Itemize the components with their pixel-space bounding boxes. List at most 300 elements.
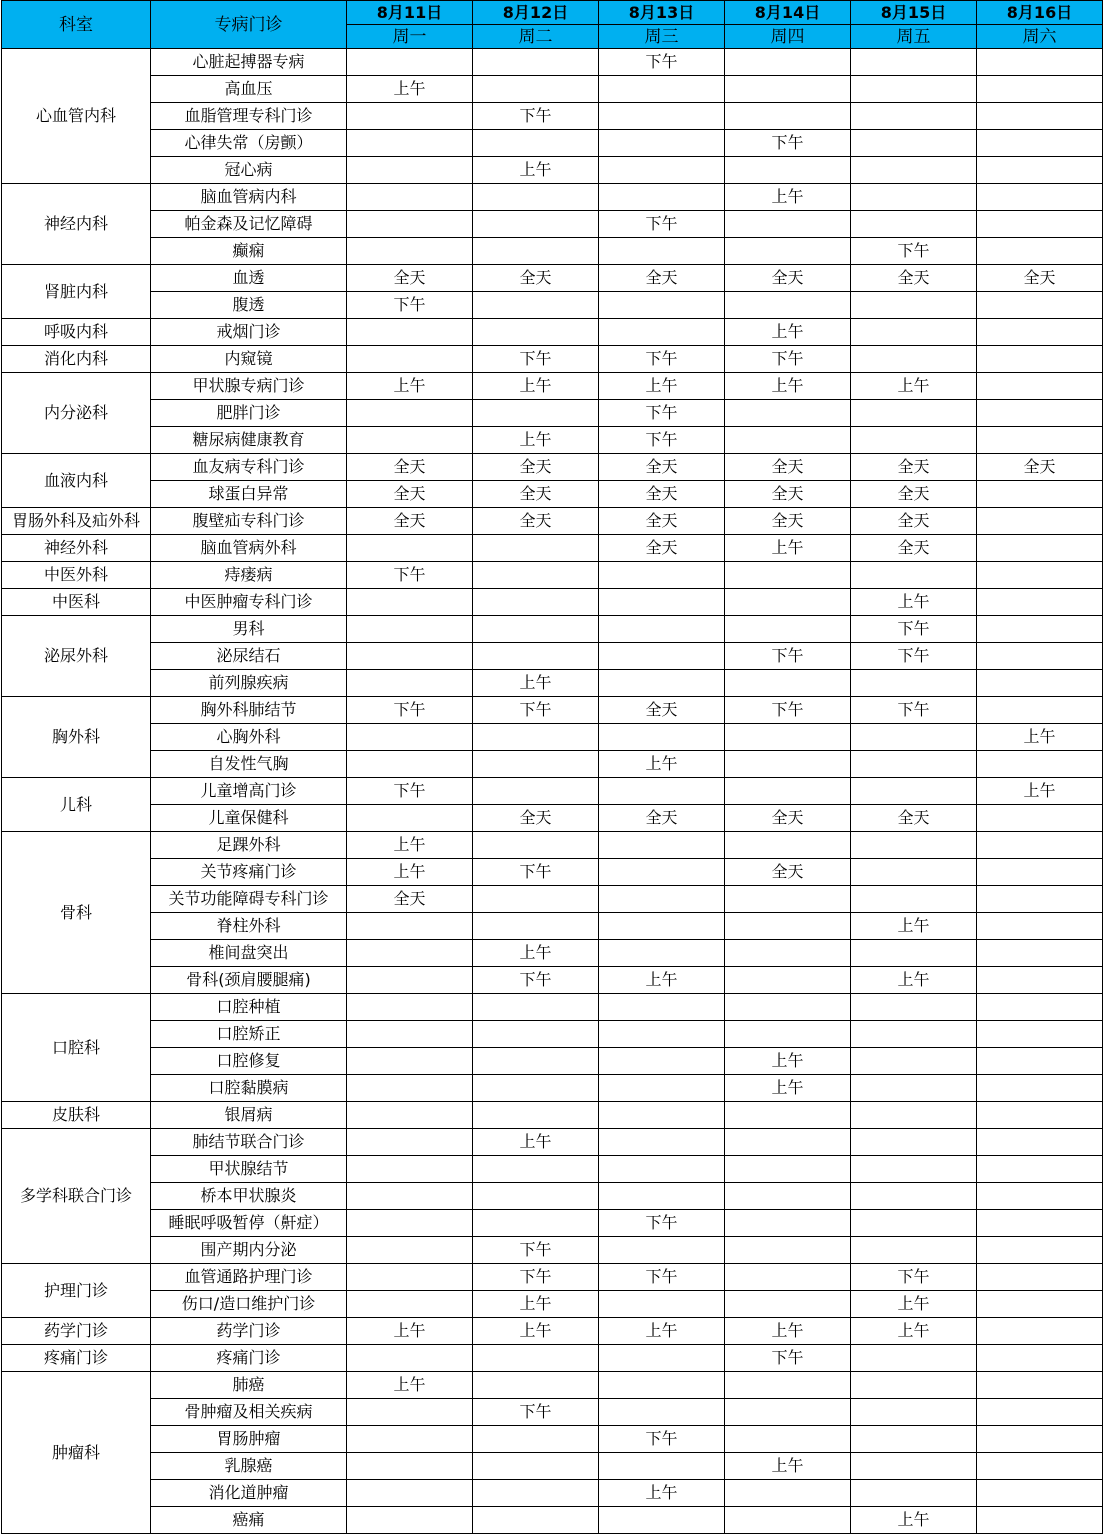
schedule-slot-cell bbox=[599, 1237, 725, 1264]
schedule-slot-cell bbox=[851, 1210, 977, 1237]
clinic-name-cell: 药学门诊 bbox=[151, 1318, 347, 1345]
header-row-dates bbox=[2, 1, 1103, 25]
schedule-slot-cell: 上午 bbox=[473, 1129, 599, 1156]
schedule-slot-cell bbox=[599, 1372, 725, 1399]
schedule-slot-cell bbox=[725, 1210, 851, 1237]
clinic-name-cell: 足踝外科 bbox=[151, 832, 347, 859]
schedule-slot-cell bbox=[473, 535, 599, 562]
clinic-name-cell: 银屑病 bbox=[151, 1102, 347, 1129]
schedule-slot-cell bbox=[725, 1021, 851, 1048]
schedule-slot-cell bbox=[977, 1372, 1103, 1399]
schedule-slot-cell bbox=[473, 238, 599, 265]
schedule-slot-cell: 全天 bbox=[347, 265, 473, 292]
schedule-slot-cell: 上午 bbox=[473, 940, 599, 967]
schedule-slot-cell bbox=[977, 1156, 1103, 1183]
schedule-slot-cell bbox=[977, 1183, 1103, 1210]
schedule-slot-cell: 下午 bbox=[725, 697, 851, 724]
table-row bbox=[2, 481, 1103, 508]
schedule-slot-cell bbox=[599, 1345, 725, 1372]
clinic-name-cell: 肥胖门诊 bbox=[151, 400, 347, 427]
table-row bbox=[2, 1426, 1103, 1453]
schedule-slot-cell bbox=[347, 103, 473, 130]
schedule-slot-cell bbox=[977, 670, 1103, 697]
schedule-slot-cell bbox=[851, 157, 977, 184]
schedule-slot-cell: 上午 bbox=[347, 1372, 473, 1399]
schedule-slot-cell bbox=[347, 1021, 473, 1048]
schedule-slot-cell bbox=[851, 1453, 977, 1480]
schedule-slot-cell: 下午 bbox=[473, 697, 599, 724]
department-cell: 中医外科 bbox=[2, 562, 151, 589]
schedule-slot-cell: 全天 bbox=[851, 481, 977, 508]
schedule-slot-cell bbox=[851, 1183, 977, 1210]
clinic-name-cell: 冠心病 bbox=[151, 157, 347, 184]
schedule-slot-cell: 全天 bbox=[725, 859, 851, 886]
schedule-slot-cell bbox=[473, 832, 599, 859]
schedule-slot-cell: 下午 bbox=[599, 1426, 725, 1453]
schedule-slot-cell: 下午 bbox=[347, 697, 473, 724]
clinic-name-cell: 儿童增高门诊 bbox=[151, 778, 347, 805]
schedule-slot-cell: 上午 bbox=[473, 1291, 599, 1318]
schedule-slot-cell bbox=[851, 1156, 977, 1183]
schedule-slot-cell: 全天 bbox=[977, 265, 1103, 292]
schedule-slot-cell bbox=[599, 589, 725, 616]
schedule-slot-cell bbox=[473, 1426, 599, 1453]
schedule-slot-cell bbox=[977, 616, 1103, 643]
schedule-slot-cell: 全天 bbox=[725, 481, 851, 508]
schedule-slot-cell: 上午 bbox=[347, 859, 473, 886]
schedule-slot-cell bbox=[347, 913, 473, 940]
schedule-slot-cell bbox=[851, 832, 977, 859]
schedule-slot-cell bbox=[473, 616, 599, 643]
schedule-slot-cell bbox=[725, 1129, 851, 1156]
schedule-slot-cell bbox=[851, 1102, 977, 1129]
clinic-name-cell: 口腔矫正 bbox=[151, 1021, 347, 1048]
schedule-slot-cell bbox=[977, 994, 1103, 1021]
schedule-slot-cell bbox=[599, 1156, 725, 1183]
table-row bbox=[2, 346, 1103, 373]
schedule-slot-cell bbox=[473, 1048, 599, 1075]
schedule-slot-cell bbox=[347, 1453, 473, 1480]
schedule-slot-cell bbox=[473, 913, 599, 940]
schedule-slot-cell bbox=[599, 859, 725, 886]
clinic-name-cell: 心脏起搏器专病 bbox=[151, 49, 347, 76]
schedule-slot-cell: 全天 bbox=[599, 454, 725, 481]
table-row bbox=[2, 724, 1103, 751]
schedule-slot-cell bbox=[725, 292, 851, 319]
schedule-slot-cell bbox=[977, 589, 1103, 616]
schedule-slot-cell bbox=[851, 1345, 977, 1372]
schedule-slot-cell bbox=[977, 1075, 1103, 1102]
schedule-slot-cell bbox=[347, 1183, 473, 1210]
schedule-slot-cell bbox=[599, 616, 725, 643]
schedule-slot-cell bbox=[599, 643, 725, 670]
schedule-slot-cell bbox=[599, 238, 725, 265]
schedule-slot-cell bbox=[473, 49, 599, 76]
schedule-slot-cell: 上午 bbox=[347, 1318, 473, 1345]
schedule-slot-cell bbox=[851, 1237, 977, 1264]
schedule-slot-cell bbox=[599, 940, 725, 967]
schedule-slot-cell bbox=[347, 751, 473, 778]
schedule-slot-cell bbox=[977, 76, 1103, 103]
schedule-slot-cell bbox=[473, 1156, 599, 1183]
schedule-slot-cell: 上午 bbox=[599, 751, 725, 778]
schedule-slot-cell: 上午 bbox=[347, 832, 473, 859]
schedule-slot-cell bbox=[473, 211, 599, 238]
department-cell: 内分泌科 bbox=[2, 373, 151, 454]
schedule-slot-cell: 全天 bbox=[599, 805, 725, 832]
schedule-slot-cell: 上午 bbox=[851, 1507, 977, 1534]
weekday-header: 周四 bbox=[725, 25, 851, 49]
schedule-slot-cell: 全天 bbox=[473, 805, 599, 832]
schedule-slot-cell bbox=[347, 967, 473, 994]
table-row bbox=[2, 76, 1103, 103]
schedule-slot-cell bbox=[725, 211, 851, 238]
schedule-slot-cell bbox=[347, 1399, 473, 1426]
table-row bbox=[2, 1237, 1103, 1264]
schedule-slot-cell bbox=[347, 724, 473, 751]
schedule-slot-cell bbox=[725, 589, 851, 616]
clinic-name-cell: 血管通路护理门诊 bbox=[151, 1264, 347, 1291]
weekday-header: 周六 bbox=[977, 25, 1103, 49]
schedule-slot-cell bbox=[347, 400, 473, 427]
schedule-slot-cell bbox=[851, 130, 977, 157]
date-header: 8月12日 bbox=[473, 1, 599, 25]
schedule-slot-cell bbox=[851, 751, 977, 778]
schedule-slot-cell bbox=[347, 238, 473, 265]
table-row bbox=[2, 1183, 1103, 1210]
schedule-slot-cell bbox=[851, 1021, 977, 1048]
date-header: 8月14日 bbox=[725, 1, 851, 25]
table-row bbox=[2, 157, 1103, 184]
dept-column-header: 科室 bbox=[2, 1, 151, 49]
schedule-slot-cell bbox=[725, 1399, 851, 1426]
schedule-slot-cell bbox=[473, 76, 599, 103]
schedule-slot-cell: 全天 bbox=[473, 481, 599, 508]
clinic-name-cell: 椎间盘突出 bbox=[151, 940, 347, 967]
schedule-slot-cell bbox=[347, 184, 473, 211]
schedule-slot-cell bbox=[599, 724, 725, 751]
department-cell: 肿瘤科 bbox=[2, 1372, 151, 1534]
schedule-slot-cell bbox=[851, 562, 977, 589]
schedule-slot-cell bbox=[473, 1183, 599, 1210]
schedule-slot-cell bbox=[977, 1453, 1103, 1480]
clinic-name-cell: 骨科(颈肩腰腿痛) bbox=[151, 967, 347, 994]
table-row bbox=[2, 454, 1103, 481]
schedule-slot-cell: 下午 bbox=[599, 427, 725, 454]
schedule-slot-cell: 全天 bbox=[347, 508, 473, 535]
schedule-slot-cell bbox=[347, 1345, 473, 1372]
schedule-slot-cell bbox=[977, 1345, 1103, 1372]
schedule-slot-cell bbox=[851, 1075, 977, 1102]
schedule-slot-cell bbox=[599, 913, 725, 940]
schedule-slot-cell: 上午 bbox=[851, 1318, 977, 1345]
schedule-slot-cell: 上午 bbox=[599, 373, 725, 400]
schedule-slot-cell bbox=[977, 1237, 1103, 1264]
schedule-slot-cell bbox=[851, 994, 977, 1021]
schedule-slot-cell bbox=[347, 157, 473, 184]
schedule-slot-cell: 全天 bbox=[851, 454, 977, 481]
table-row bbox=[2, 616, 1103, 643]
clinic-name-cell: 睡眠呼吸暂停（鼾症） bbox=[151, 1210, 347, 1237]
schedule-slot-cell bbox=[725, 1372, 851, 1399]
department-cell: 神经外科 bbox=[2, 535, 151, 562]
department-cell: 胸外科 bbox=[2, 697, 151, 778]
schedule-slot-cell bbox=[599, 1129, 725, 1156]
schedule-slot-cell bbox=[977, 49, 1103, 76]
department-cell: 皮肤科 bbox=[2, 1102, 151, 1129]
table-row bbox=[2, 238, 1103, 265]
schedule-slot-cell bbox=[851, 1399, 977, 1426]
schedule-slot-cell bbox=[725, 1102, 851, 1129]
schedule-slot-cell bbox=[977, 238, 1103, 265]
schedule-slot-cell bbox=[725, 49, 851, 76]
schedule-slot-cell bbox=[347, 319, 473, 346]
department-cell: 药学门诊 bbox=[2, 1318, 151, 1345]
table-row bbox=[2, 1102, 1103, 1129]
schedule-slot-cell bbox=[725, 616, 851, 643]
schedule-slot-cell bbox=[977, 886, 1103, 913]
table-row bbox=[2, 1453, 1103, 1480]
table-body bbox=[2, 49, 1103, 1534]
schedule-slot-cell bbox=[977, 130, 1103, 157]
schedule-slot-cell bbox=[599, 1507, 725, 1534]
schedule-slot-cell: 下午 bbox=[599, 1264, 725, 1291]
schedule-slot-cell bbox=[977, 1048, 1103, 1075]
weekday-header: 周五 bbox=[851, 25, 977, 49]
schedule-slot-cell bbox=[473, 724, 599, 751]
schedule-slot-cell bbox=[473, 400, 599, 427]
schedule-slot-cell: 上午 bbox=[851, 373, 977, 400]
schedule-slot-cell bbox=[977, 805, 1103, 832]
schedule-slot-cell bbox=[599, 1102, 725, 1129]
clinic-name-cell: 球蛋白异常 bbox=[151, 481, 347, 508]
schedule-slot-cell bbox=[599, 157, 725, 184]
schedule-slot-cell bbox=[473, 751, 599, 778]
weekday-header: 周三 bbox=[599, 25, 725, 49]
weekday-header: 周二 bbox=[473, 25, 599, 49]
schedule-slot-cell: 上午 bbox=[599, 1480, 725, 1507]
schedule-slot-cell bbox=[599, 1021, 725, 1048]
schedule-slot-cell bbox=[977, 373, 1103, 400]
clinic-name-cell: 脑血管病外科 bbox=[151, 535, 347, 562]
schedule-slot-cell bbox=[725, 1426, 851, 1453]
clinic-name-cell: 关节功能障碍专科门诊 bbox=[151, 886, 347, 913]
clinic-schedule-table bbox=[1, 0, 1103, 1534]
schedule-slot-cell: 上午 bbox=[599, 967, 725, 994]
schedule-slot-cell: 上午 bbox=[473, 1318, 599, 1345]
schedule-slot-cell bbox=[599, 1399, 725, 1426]
schedule-slot-cell: 全天 bbox=[725, 454, 851, 481]
schedule-slot-cell bbox=[347, 130, 473, 157]
schedule-slot-cell bbox=[977, 1480, 1103, 1507]
schedule-slot-cell bbox=[599, 670, 725, 697]
schedule-slot-cell bbox=[851, 76, 977, 103]
schedule-slot-cell bbox=[851, 1129, 977, 1156]
schedule-slot-cell bbox=[473, 1453, 599, 1480]
schedule-slot-cell: 上午 bbox=[977, 724, 1103, 751]
schedule-slot-cell bbox=[725, 157, 851, 184]
schedule-slot-cell bbox=[977, 643, 1103, 670]
schedule-slot-cell: 上午 bbox=[725, 1075, 851, 1102]
table-row bbox=[2, 319, 1103, 346]
schedule-slot-cell: 全天 bbox=[725, 508, 851, 535]
schedule-slot-cell bbox=[977, 859, 1103, 886]
clinic-name-cell: 帕金森及记忆障碍 bbox=[151, 211, 347, 238]
schedule-slot-cell bbox=[725, 886, 851, 913]
schedule-slot-cell: 下午 bbox=[473, 1399, 599, 1426]
schedule-slot-cell bbox=[347, 427, 473, 454]
clinic-name-cell: 泌尿结石 bbox=[151, 643, 347, 670]
schedule-slot-cell bbox=[473, 130, 599, 157]
schedule-slot-cell bbox=[473, 562, 599, 589]
table-row bbox=[2, 1075, 1103, 1102]
schedule-slot-cell bbox=[599, 319, 725, 346]
schedule-slot-cell: 下午 bbox=[473, 346, 599, 373]
schedule-slot-cell: 下午 bbox=[473, 1237, 599, 1264]
table-row bbox=[2, 1318, 1103, 1345]
schedule-slot-cell: 上午 bbox=[851, 1291, 977, 1318]
schedule-slot-cell: 下午 bbox=[347, 778, 473, 805]
table-row bbox=[2, 292, 1103, 319]
schedule-slot-cell bbox=[977, 1264, 1103, 1291]
schedule-slot-cell: 下午 bbox=[725, 346, 851, 373]
clinic-name-cell: 伤口/造口维护门诊 bbox=[151, 1291, 347, 1318]
clinic-name-cell: 血脂管理专科门诊 bbox=[151, 103, 347, 130]
schedule-slot-cell: 上午 bbox=[725, 535, 851, 562]
department-cell: 中医科 bbox=[2, 589, 151, 616]
schedule-slot-cell bbox=[473, 589, 599, 616]
schedule-slot-cell: 上午 bbox=[851, 913, 977, 940]
schedule-slot-cell: 上午 bbox=[473, 670, 599, 697]
schedule-slot-cell bbox=[977, 346, 1103, 373]
table-row bbox=[2, 940, 1103, 967]
table-row bbox=[2, 184, 1103, 211]
table-row bbox=[2, 1156, 1103, 1183]
schedule-slot-cell bbox=[851, 886, 977, 913]
table-row bbox=[2, 265, 1103, 292]
schedule-slot-cell bbox=[851, 103, 977, 130]
schedule-slot-cell bbox=[851, 292, 977, 319]
schedule-slot-cell bbox=[473, 994, 599, 1021]
schedule-slot-cell bbox=[473, 1507, 599, 1534]
schedule-slot-cell bbox=[599, 562, 725, 589]
schedule-slot-cell bbox=[851, 940, 977, 967]
schedule-slot-cell bbox=[473, 886, 599, 913]
schedule-slot-cell bbox=[473, 1345, 599, 1372]
department-cell: 骨科 bbox=[2, 832, 151, 994]
schedule-slot-cell bbox=[851, 1372, 977, 1399]
schedule-slot-cell bbox=[977, 1021, 1103, 1048]
schedule-slot-cell bbox=[977, 1210, 1103, 1237]
schedule-slot-cell bbox=[725, 103, 851, 130]
schedule-slot-cell bbox=[347, 1210, 473, 1237]
schedule-slot-cell bbox=[725, 1507, 851, 1534]
schedule-slot-cell bbox=[725, 1237, 851, 1264]
schedule-slot-cell bbox=[977, 562, 1103, 589]
table-row bbox=[2, 562, 1103, 589]
table-row bbox=[2, 1048, 1103, 1075]
schedule-slot-cell: 下午 bbox=[599, 346, 725, 373]
clinic-name-cell: 脊柱外科 bbox=[151, 913, 347, 940]
table-row bbox=[2, 832, 1103, 859]
schedule-slot-cell bbox=[473, 643, 599, 670]
schedule-slot-cell: 全天 bbox=[473, 265, 599, 292]
table-row bbox=[2, 967, 1103, 994]
schedule-slot-cell: 下午 bbox=[851, 1264, 977, 1291]
schedule-slot-cell bbox=[851, 49, 977, 76]
schedule-slot-cell bbox=[851, 724, 977, 751]
table-row bbox=[2, 211, 1103, 238]
department-cell: 泌尿外科 bbox=[2, 616, 151, 697]
schedule-slot-cell: 全天 bbox=[347, 454, 473, 481]
schedule-slot-cell bbox=[851, 670, 977, 697]
schedule-slot-cell bbox=[977, 292, 1103, 319]
schedule-slot-cell: 上午 bbox=[851, 967, 977, 994]
department-cell: 多学科联合门诊 bbox=[2, 1129, 151, 1264]
clinic-name-cell: 桥本甲状腺炎 bbox=[151, 1183, 347, 1210]
schedule-slot-cell bbox=[977, 940, 1103, 967]
schedule-slot-cell bbox=[977, 157, 1103, 184]
schedule-slot-cell: 上午 bbox=[725, 1453, 851, 1480]
clinic-name-cell: 腹透 bbox=[151, 292, 347, 319]
table-row bbox=[2, 805, 1103, 832]
table-row bbox=[2, 103, 1103, 130]
schedule-slot-cell bbox=[347, 211, 473, 238]
schedule-slot-cell: 全天 bbox=[473, 508, 599, 535]
weekday-header: 周一 bbox=[347, 25, 473, 49]
schedule-slot-cell: 下午 bbox=[599, 211, 725, 238]
schedule-slot-cell bbox=[725, 1183, 851, 1210]
table-row bbox=[2, 643, 1103, 670]
schedule-slot-cell bbox=[977, 1102, 1103, 1129]
schedule-slot-cell bbox=[977, 751, 1103, 778]
table-row bbox=[2, 1291, 1103, 1318]
schedule-slot-cell bbox=[599, 1048, 725, 1075]
schedule-slot-cell bbox=[347, 1264, 473, 1291]
clinic-name-cell: 高血压 bbox=[151, 76, 347, 103]
schedule-slot-cell bbox=[977, 1426, 1103, 1453]
schedule-slot-cell bbox=[725, 832, 851, 859]
table-row bbox=[2, 589, 1103, 616]
table-row bbox=[2, 670, 1103, 697]
clinic-name-cell: 儿童保健科 bbox=[151, 805, 347, 832]
schedule-slot-cell bbox=[347, 616, 473, 643]
schedule-slot-cell bbox=[977, 1129, 1103, 1156]
schedule-slot-cell: 全天 bbox=[851, 508, 977, 535]
schedule-slot-cell: 上午 bbox=[473, 373, 599, 400]
department-cell: 血液内科 bbox=[2, 454, 151, 508]
schedule-slot-cell: 下午 bbox=[725, 130, 851, 157]
schedule-slot-cell bbox=[347, 1507, 473, 1534]
table-header bbox=[2, 1, 1103, 49]
clinic-name-cell: 男科 bbox=[151, 616, 347, 643]
clinic-name-cell: 自发性气胸 bbox=[151, 751, 347, 778]
schedule-slot-cell: 全天 bbox=[599, 508, 725, 535]
schedule-slot-cell bbox=[977, 1318, 1103, 1345]
schedule-slot-cell bbox=[599, 103, 725, 130]
schedule-slot-cell bbox=[347, 940, 473, 967]
schedule-slot-cell bbox=[473, 292, 599, 319]
schedule-slot-cell bbox=[599, 292, 725, 319]
schedule-slot-cell bbox=[599, 184, 725, 211]
schedule-slot-cell bbox=[851, 859, 977, 886]
schedule-slot-cell: 上午 bbox=[725, 319, 851, 346]
schedule-slot-cell: 全天 bbox=[851, 805, 977, 832]
clinic-name-cell: 胸外科肺结节 bbox=[151, 697, 347, 724]
schedule-slot-cell bbox=[347, 346, 473, 373]
clinic-name-cell: 腹壁疝专科门诊 bbox=[151, 508, 347, 535]
schedule-slot-cell bbox=[347, 643, 473, 670]
